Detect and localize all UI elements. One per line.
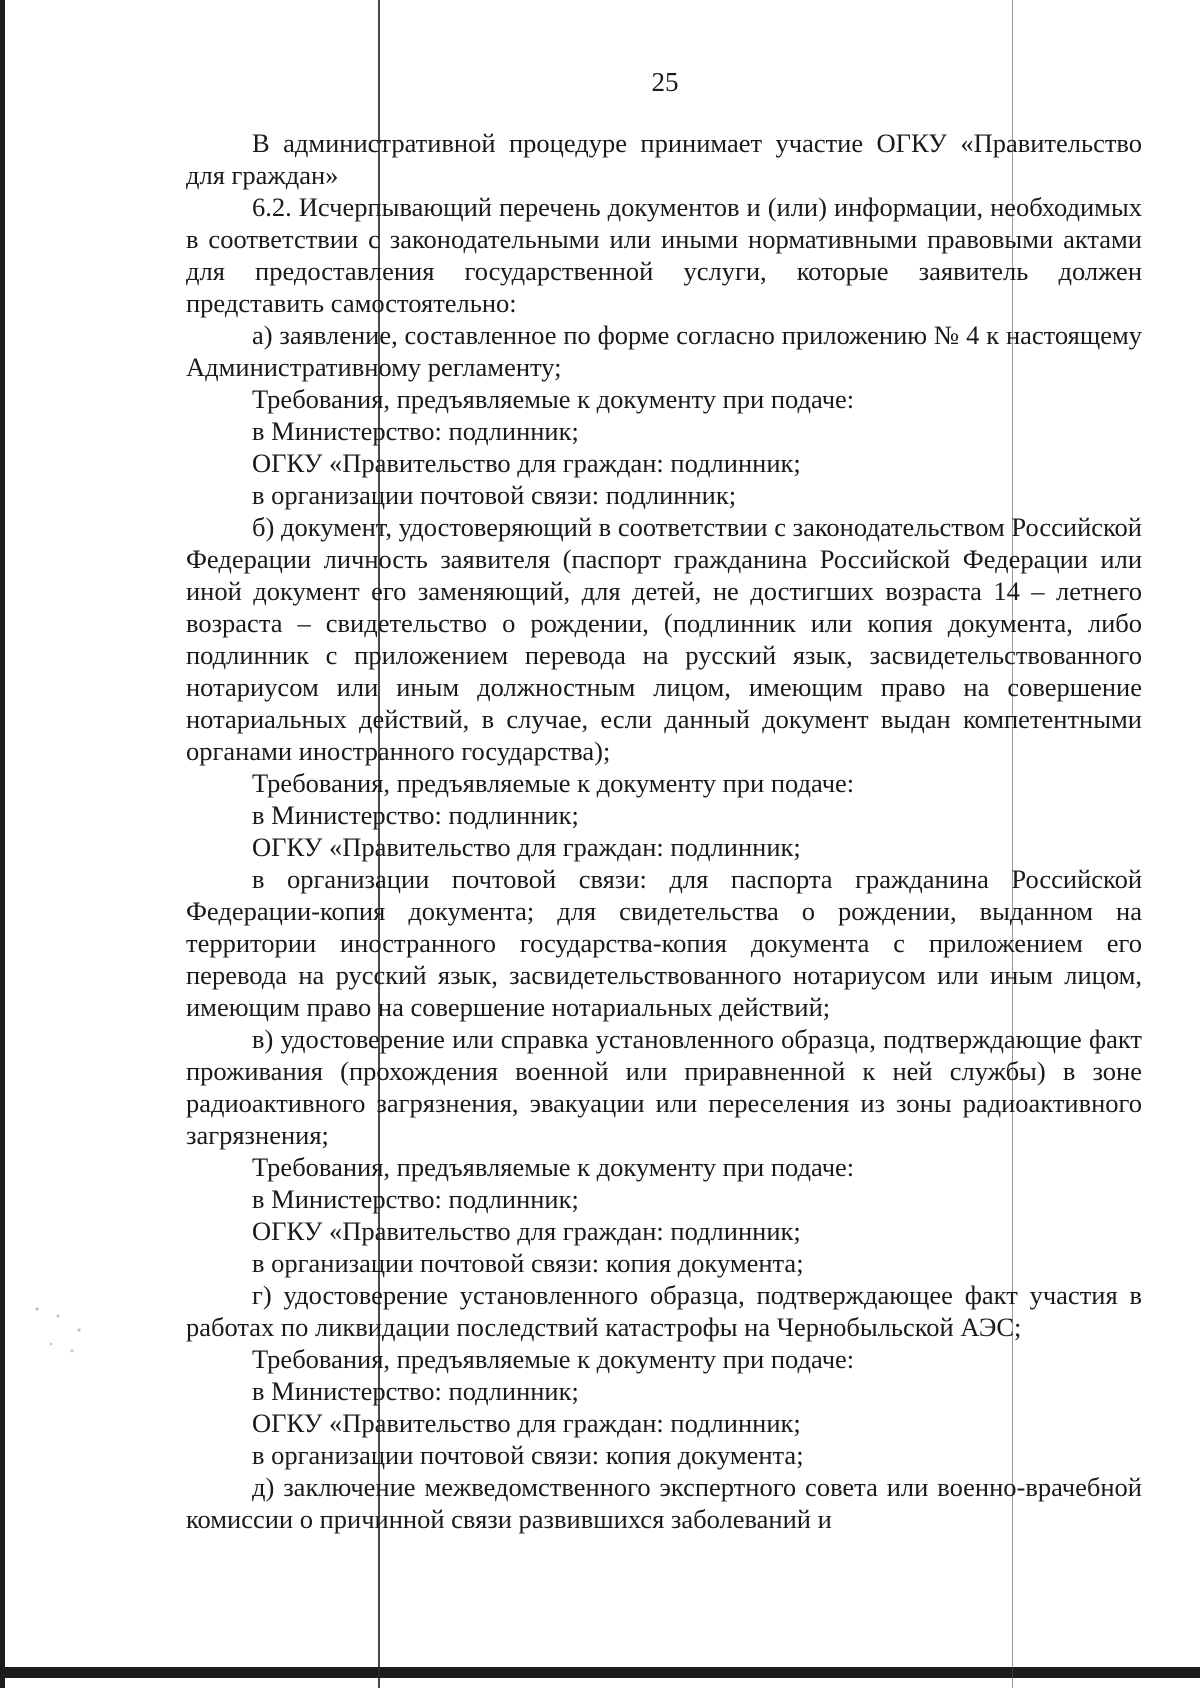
- paragraph: ОГКУ «Правительство для граждан: подлинник;: [252, 1216, 801, 1246]
- paragraph: В административной процедуре принимает участие ОГКУ «Правительство для граждан»: [186, 128, 1142, 190]
- paragraph: в Министерство: подлинник;: [252, 1184, 579, 1214]
- paragraph: в организации почтовой связи: для паспорта гражданина Российской Федерации-копия документа; для свидетельства о рождении, выданном на территории иностранного государства-копия документа с приложением его перевода на русский язык, засвидетельствованного нотариусом или иным лицом, имеющим право на совершение нотариальных действий;: [186, 864, 1142, 1022]
- paragraph: Требования, предъявляемые к документу при подаче:: [252, 1152, 855, 1182]
- scan-edge-left: [0, 0, 5, 1688]
- paragraph: в Министерство: подлинник;: [252, 800, 579, 830]
- paragraph: 6.2. Исчерпывающий перечень документов и (или) информации, необходимых в соответствии с законодательными или иными нормативными правовыми актами для предоставления государственной услуги, которые заявитель должен представить самостоятельно:: [186, 192, 1142, 318]
- paragraph: Требования, предъявляемые к документу при подаче:: [252, 384, 855, 414]
- paragraph: в Министерство: подлинник;: [252, 416, 579, 446]
- paragraph: в организации почтовой связи: копия документа;: [252, 1440, 804, 1470]
- paragraph: в организации почтовой связи: подлинник;: [252, 480, 737, 510]
- paragraph: в) удостоверение или справка установленного образца, подтверждающие факт проживания (прохождения военной или приравненной к ней службы) в зоне радиоактивного загрязнения, эвакуации или переселения из зоны радиоактивного загрязнения;: [186, 1024, 1142, 1150]
- page-number: 25: [651, 67, 679, 97]
- paragraph: ОГКУ «Правительство для граждан: подлинник;: [252, 832, 801, 862]
- paragraph: Требования, предъявляемые к документу при подаче:: [252, 768, 855, 798]
- paragraph: ОГКУ «Правительство для граждан: подлинник;: [252, 448, 801, 478]
- scan-edge-bottom: [0, 1667, 1200, 1678]
- paragraph: в Министерство: подлинник;: [252, 1376, 579, 1406]
- document-body: [186, 127, 1142, 1535]
- paragraph: в организации почтовой связи: копия документа;: [252, 1248, 804, 1278]
- paragraph: б) документ, удостоверяющий в соответствии с законодательством Российской Федерации личность заявителя (паспорт гражданина Российской Федерации или иной документ его заменяющий, для детей, не достигших возраста 14 – летнего возраста – свидетельство о рождении, (подлинник или копия документа, либо подлинник с приложением перевода на русский язык, засвидетельствованного нотариусом или иным должностным лицом, имеющим право на совершение нотариальных действий, в случае, если данный документ выдан компетентными органами иностранного государства);: [186, 512, 1142, 766]
- paragraph: г) удостоверение установленного образца, подтверждающее факт участия в работах по ликвидации последствий катастрофы на Чернобыльской АЭС;: [186, 1280, 1142, 1342]
- paragraph: а) заявление, составленное по форме согласно приложению № 4 к настоящему Административному регламенту;: [186, 320, 1142, 382]
- paragraph: Требования, предъявляемые к документу при подаче:: [252, 1344, 855, 1374]
- paragraph: д) заключение межведомственного экспертного совета или военно-врачебной комиссии о причинной связи развившихся заболеваний и: [186, 1472, 1142, 1534]
- scan-speckle: [30, 1295, 100, 1365]
- paragraph: ОГКУ «Правительство для граждан: подлинник;: [252, 1408, 801, 1438]
